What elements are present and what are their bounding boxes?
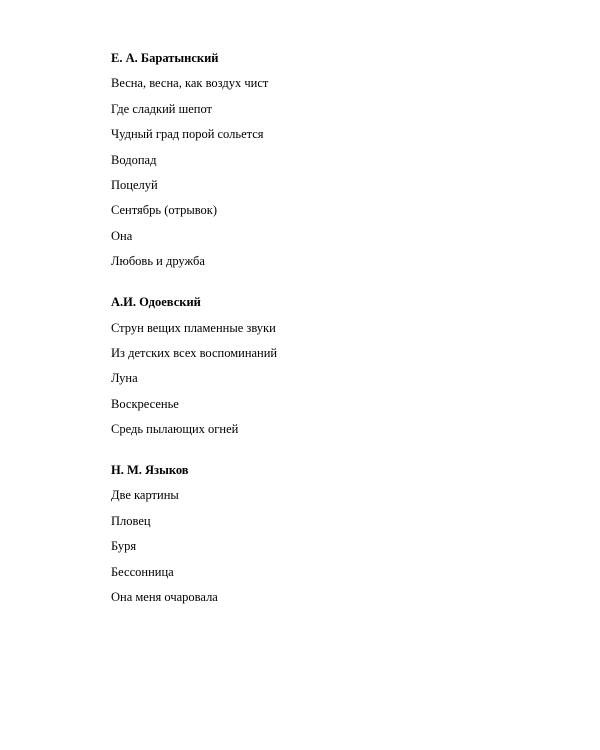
- poem-list: [111, 487, 571, 605]
- poem-title: Любовь и дружба: [111, 254, 205, 269]
- poem-title: Средь пылающих огней: [111, 422, 239, 437]
- poem-title: Струн вещих пламенные звуки: [111, 320, 276, 335]
- poem-title: Буря: [111, 539, 137, 554]
- poem-title: Она меня очаровала: [111, 590, 218, 605]
- author-section-baratynsky: [111, 50, 571, 269]
- poem-title: Сентябрь (отрывок): [111, 203, 218, 218]
- document-page: [111, 50, 571, 614]
- poem-title: Поцелуй: [111, 177, 158, 192]
- poem-title: Пловец: [111, 513, 151, 528]
- author-section-yazykov: [111, 462, 571, 605]
- poem-title: Луна: [111, 371, 138, 386]
- poem-title: Две картины: [111, 488, 179, 503]
- poem-title: Где сладкий шепот: [111, 101, 213, 116]
- author-heading: Е. А. Баратынский: [111, 51, 219, 65]
- poem-title: Водопад: [111, 152, 157, 167]
- poem-title: Чудный град порой сольется: [111, 127, 264, 142]
- poem-title: Она: [111, 228, 133, 243]
- poem-title: Бессонница: [111, 564, 174, 579]
- poem-title: Весна, весна, как воздух чист: [111, 76, 269, 91]
- poem-list: [111, 75, 571, 269]
- author-section-odoevsky: [111, 294, 571, 437]
- poem-list: [111, 320, 571, 438]
- author-heading: Н. М. Языков: [111, 463, 189, 478]
- poem-title: Воскресенье: [111, 396, 179, 411]
- author-heading: А.И. Одоевский: [111, 295, 201, 310]
- poem-title: Из детских всех воспоминаний: [111, 345, 278, 360]
